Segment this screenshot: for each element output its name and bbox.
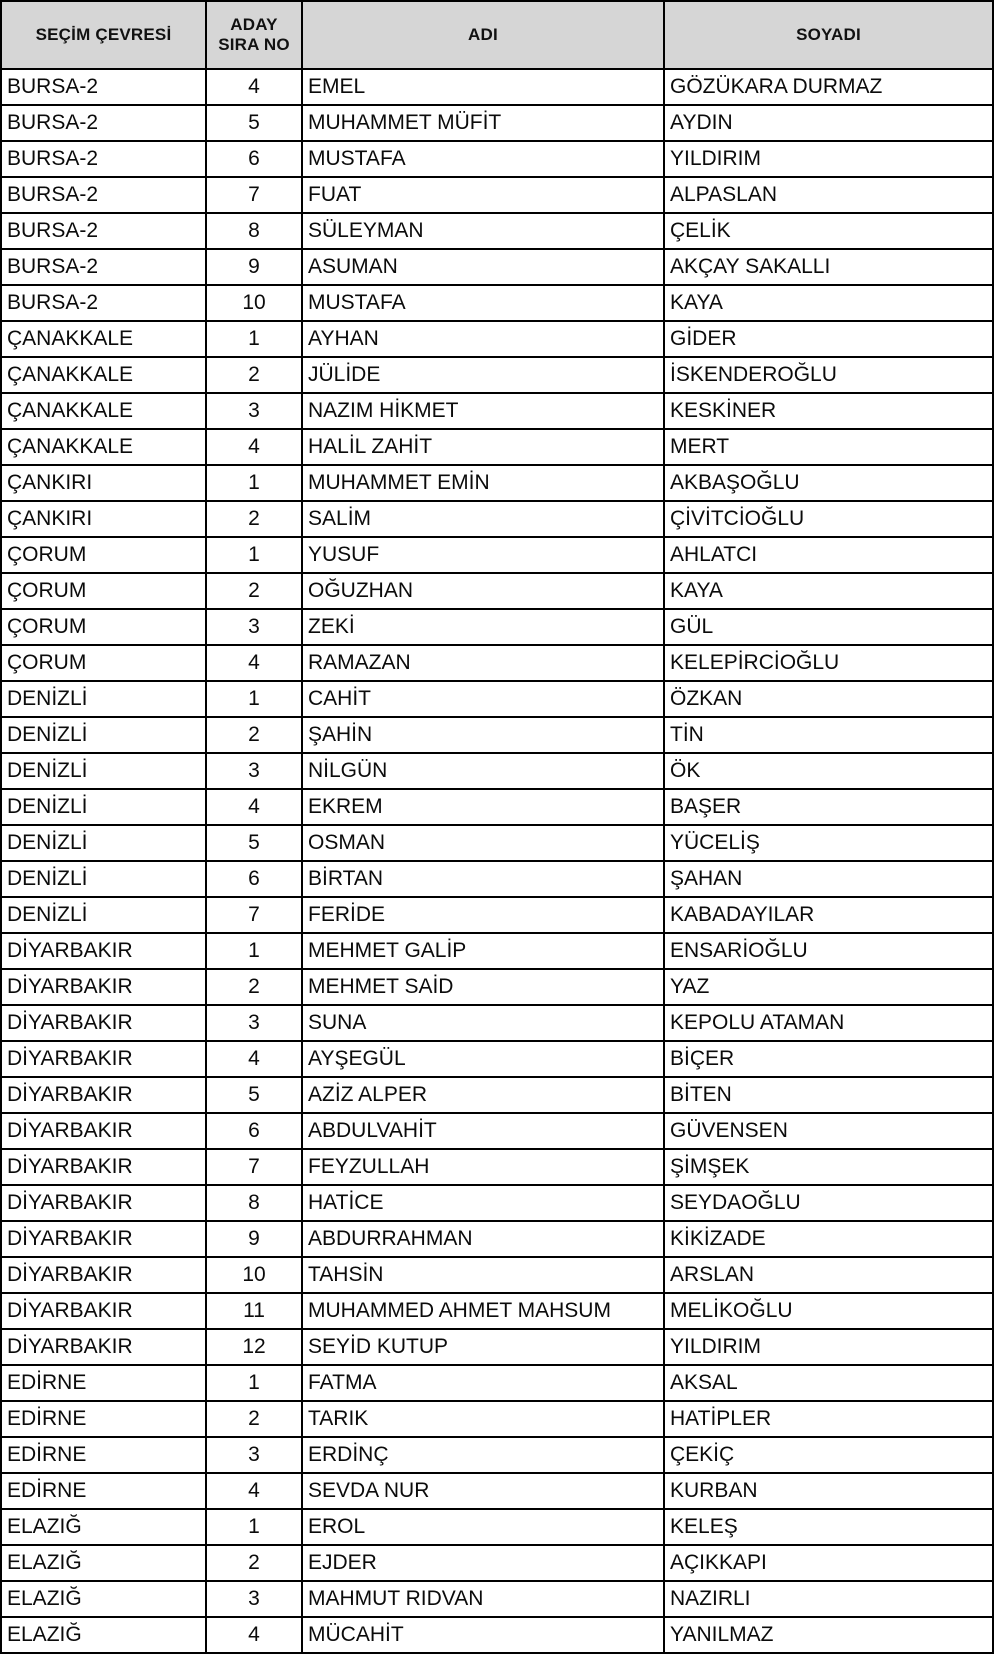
table-row <box>1 357 993 393</box>
cell-first-name: YUSUF <box>302 537 664 573</box>
table-row <box>1 753 993 789</box>
cell-order-number: 4 <box>206 1041 302 1077</box>
cell-order-number: 2 <box>206 1545 302 1581</box>
table-row <box>1 321 993 357</box>
cell-last-name: KAYA <box>664 573 993 609</box>
cell-order-number: 4 <box>206 1617 302 1653</box>
cell-order-number: 7 <box>206 897 302 933</box>
cell-order-number: 1 <box>206 681 302 717</box>
cell-order-number: 9 <box>206 249 302 285</box>
cell-first-name: ERDİNÇ <box>302 1437 664 1473</box>
cell-first-name: MUHAMMED AHMET MAHSUM <box>302 1293 664 1329</box>
cell-district: ÇORUM <box>1 645 206 681</box>
column-header-district <box>1 1 206 69</box>
cell-order-number: 1 <box>206 537 302 573</box>
table-row <box>1 861 993 897</box>
cell-last-name: ÖZKAN <box>664 681 993 717</box>
cell-last-name: ÇİVİTCİOĞLU <box>664 501 993 537</box>
cell-last-name: YAZ <box>664 969 993 1005</box>
cell-district: DENİZLİ <box>1 717 206 753</box>
cell-district: ÇANAKKALE <box>1 393 206 429</box>
cell-order-number: 5 <box>206 1077 302 1113</box>
cell-first-name: SALİM <box>302 501 664 537</box>
cell-first-name: MAHMUT RIDVAN <box>302 1581 664 1617</box>
table-row <box>1 429 993 465</box>
cell-order-number: 8 <box>206 1185 302 1221</box>
table-body <box>1 69 993 1653</box>
cell-order-number: 2 <box>206 357 302 393</box>
cell-district: DİYARBAKIR <box>1 1185 206 1221</box>
cell-district: ÇORUM <box>1 537 206 573</box>
cell-district: BURSA-2 <box>1 285 206 321</box>
cell-district: BURSA-2 <box>1 69 206 105</box>
cell-order-number: 7 <box>206 1149 302 1185</box>
table-row <box>1 1149 993 1185</box>
cell-order-number: 1 <box>206 465 302 501</box>
cell-order-number: 1 <box>206 321 302 357</box>
cell-first-name: MÜCAHİT <box>302 1617 664 1653</box>
cell-district: EDİRNE <box>1 1473 206 1509</box>
cell-district: DENİZLİ <box>1 789 206 825</box>
table-row <box>1 573 993 609</box>
column-header-order-label-line2: SIRA NO <box>218 35 290 54</box>
cell-order-number: 2 <box>206 501 302 537</box>
cell-first-name: ABDURRAHMAN <box>302 1221 664 1257</box>
cell-district: EDİRNE <box>1 1365 206 1401</box>
cell-order-number: 4 <box>206 429 302 465</box>
cell-first-name: OĞUZHAN <box>302 573 664 609</box>
cell-order-number: 1 <box>206 1509 302 1545</box>
cell-district: ELAZIĞ <box>1 1545 206 1581</box>
cell-last-name: ARSLAN <box>664 1257 993 1293</box>
cell-last-name: AYDIN <box>664 105 993 141</box>
cell-last-name: KELEŞ <box>664 1509 993 1545</box>
cell-first-name: SUNA <box>302 1005 664 1041</box>
cell-district: BURSA-2 <box>1 105 206 141</box>
cell-order-number: 6 <box>206 1113 302 1149</box>
cell-district: DENİZLİ <box>1 753 206 789</box>
cell-first-name: AZİZ ALPER <box>302 1077 664 1113</box>
cell-last-name: GÖZÜKARA DURMAZ <box>664 69 993 105</box>
table-row <box>1 177 993 213</box>
cell-district: DİYARBAKIR <box>1 1329 206 1365</box>
column-header-district-label: SEÇİM ÇEVRESİ <box>35 24 172 44</box>
table-row <box>1 285 993 321</box>
cell-district: EDİRNE <box>1 1437 206 1473</box>
cell-district: DİYARBAKIR <box>1 1113 206 1149</box>
cell-district: ÇANKIRI <box>1 501 206 537</box>
table-row <box>1 1473 993 1509</box>
table-row <box>1 609 993 645</box>
cell-first-name: AYŞEGÜL <box>302 1041 664 1077</box>
cell-district: ÇANAKKALE <box>1 429 206 465</box>
cell-district: DİYARBAKIR <box>1 1149 206 1185</box>
cell-last-name: ALPASLAN <box>664 177 993 213</box>
table-header <box>1 1 993 69</box>
table-row <box>1 681 993 717</box>
cell-district: DİYARBAKIR <box>1 1077 206 1113</box>
cell-last-name: ENSARİOĞLU <box>664 933 993 969</box>
table-row <box>1 1185 993 1221</box>
table-row <box>1 1077 993 1113</box>
cell-last-name: YANILMAZ <box>664 1617 993 1653</box>
cell-last-name: AHLATCI <box>664 537 993 573</box>
table-row <box>1 393 993 429</box>
cell-first-name: HATİCE <box>302 1185 664 1221</box>
cell-order-number: 11 <box>206 1293 302 1329</box>
cell-district: ELAZIĞ <box>1 1509 206 1545</box>
cell-district: ELAZIĞ <box>1 1617 206 1653</box>
column-header-order <box>206 1 302 69</box>
cell-order-number: 4 <box>206 645 302 681</box>
cell-last-name: KELEPİRCİOĞLU <box>664 645 993 681</box>
table-row <box>1 825 993 861</box>
table-row <box>1 645 993 681</box>
table-row <box>1 105 993 141</box>
cell-district: DENİZLİ <box>1 681 206 717</box>
cell-order-number: 8 <box>206 213 302 249</box>
table-row <box>1 1113 993 1149</box>
cell-order-number: 3 <box>206 753 302 789</box>
table-row <box>1 717 993 753</box>
cell-last-name: HATİPLER <box>664 1401 993 1437</box>
table-row <box>1 1257 993 1293</box>
cell-first-name: MUHAMMET EMİN <box>302 465 664 501</box>
table-row <box>1 897 993 933</box>
cell-first-name: MUHAMMET MÜFİT <box>302 105 664 141</box>
table-row <box>1 1545 993 1581</box>
cell-last-name: BİTEN <box>664 1077 993 1113</box>
cell-order-number: 4 <box>206 69 302 105</box>
table-row <box>1 1617 993 1653</box>
cell-first-name: EKREM <box>302 789 664 825</box>
cell-district: DİYARBAKIR <box>1 969 206 1005</box>
table-row <box>1 789 993 825</box>
column-header-last-name <box>664 1 993 69</box>
cell-order-number: 10 <box>206 1257 302 1293</box>
table-row <box>1 1437 993 1473</box>
cell-order-number: 6 <box>206 141 302 177</box>
table-row <box>1 501 993 537</box>
column-header-first-name-label: ADI <box>468 24 498 44</box>
table-row <box>1 249 993 285</box>
table-header-row <box>1 1 993 69</box>
cell-first-name: MUSTAFA <box>302 141 664 177</box>
cell-first-name: CAHİT <box>302 681 664 717</box>
column-header-first-name <box>302 1 664 69</box>
cell-first-name: SEVDA NUR <box>302 1473 664 1509</box>
cell-last-name: ÇEKİÇ <box>664 1437 993 1473</box>
cell-order-number: 5 <box>206 825 302 861</box>
cell-district: DİYARBAKIR <box>1 933 206 969</box>
cell-district: DENİZLİ <box>1 861 206 897</box>
cell-last-name: AÇIKKAPI <box>664 1545 993 1581</box>
cell-first-name: ASUMAN <box>302 249 664 285</box>
cell-last-name: MELİKOĞLU <box>664 1293 993 1329</box>
cell-district: BURSA-2 <box>1 141 206 177</box>
cell-district: EDİRNE <box>1 1401 206 1437</box>
cell-district: DİYARBAKIR <box>1 1221 206 1257</box>
cell-district: DENİZLİ <box>1 825 206 861</box>
cell-first-name: FATMA <box>302 1365 664 1401</box>
cell-district: ÇANAKKALE <box>1 321 206 357</box>
cell-first-name: OSMAN <box>302 825 664 861</box>
cell-first-name: NAZIM HİKMET <box>302 393 664 429</box>
cell-first-name: JÜLİDE <box>302 357 664 393</box>
cell-last-name: AKÇAY SAKALLI <box>664 249 993 285</box>
cell-first-name: RAMAZAN <box>302 645 664 681</box>
table-row <box>1 1293 993 1329</box>
cell-order-number: 2 <box>206 573 302 609</box>
cell-order-number: 3 <box>206 393 302 429</box>
cell-last-name: AKSAL <box>664 1365 993 1401</box>
cell-order-number: 3 <box>206 1581 302 1617</box>
cell-last-name: İSKENDEROĞLU <box>664 357 993 393</box>
cell-district: BURSA-2 <box>1 249 206 285</box>
cell-order-number: 10 <box>206 285 302 321</box>
cell-first-name: SÜLEYMAN <box>302 213 664 249</box>
table-row <box>1 1005 993 1041</box>
cell-last-name: ÖK <box>664 753 993 789</box>
cell-first-name: MUSTAFA <box>302 285 664 321</box>
cell-first-name: SEYİD KUTUP <box>302 1329 664 1365</box>
cell-order-number: 2 <box>206 717 302 753</box>
cell-district: ÇANAKKALE <box>1 357 206 393</box>
cell-last-name: KEPOLU ATAMAN <box>664 1005 993 1041</box>
cell-first-name: TARIK <box>302 1401 664 1437</box>
cell-first-name: EROL <box>302 1509 664 1545</box>
cell-order-number: 2 <box>206 1401 302 1437</box>
cell-district: ÇANKIRI <box>1 465 206 501</box>
cell-first-name: MEHMET GALİP <box>302 933 664 969</box>
table-row <box>1 933 993 969</box>
cell-last-name: KESKİNER <box>664 393 993 429</box>
cell-last-name: MERT <box>664 429 993 465</box>
table-row <box>1 1329 993 1365</box>
cell-order-number: 9 <box>206 1221 302 1257</box>
cell-last-name: TİN <box>664 717 993 753</box>
cell-last-name: YILDIRIM <box>664 141 993 177</box>
cell-first-name: BİRTAN <box>302 861 664 897</box>
cell-order-number: 2 <box>206 969 302 1005</box>
table-row <box>1 1365 993 1401</box>
cell-first-name: NİLGÜN <box>302 753 664 789</box>
table-row <box>1 1401 993 1437</box>
table-row <box>1 141 993 177</box>
table-row <box>1 969 993 1005</box>
cell-order-number: 4 <box>206 789 302 825</box>
cell-first-name: HALİL ZAHİT <box>302 429 664 465</box>
cell-last-name: KİKİZADE <box>664 1221 993 1257</box>
cell-first-name: AYHAN <box>302 321 664 357</box>
cell-district: ÇORUM <box>1 573 206 609</box>
table-row <box>1 465 993 501</box>
cell-first-name: ŞAHİN <box>302 717 664 753</box>
cell-last-name: KABADAYILAR <box>664 897 993 933</box>
cell-last-name: AKBAŞOĞLU <box>664 465 993 501</box>
cell-order-number: 3 <box>206 1005 302 1041</box>
table-row <box>1 1221 993 1257</box>
cell-first-name: FERİDE <box>302 897 664 933</box>
cell-last-name: YÜCELİŞ <box>664 825 993 861</box>
cell-order-number: 5 <box>206 105 302 141</box>
cell-order-number: 3 <box>206 1437 302 1473</box>
cell-last-name: NAZIRLI <box>664 1581 993 1617</box>
cell-order-number: 4 <box>206 1473 302 1509</box>
cell-order-number: 6 <box>206 861 302 897</box>
cell-last-name: ŞİMŞEK <box>664 1149 993 1185</box>
cell-first-name: MEHMET SAİD <box>302 969 664 1005</box>
cell-last-name: ÇELİK <box>664 213 993 249</box>
cell-district: BURSA-2 <box>1 177 206 213</box>
cell-first-name: EMEL <box>302 69 664 105</box>
cell-district: DİYARBAKIR <box>1 1005 206 1041</box>
column-header-last-name-label: SOYADI <box>796 24 861 44</box>
cell-last-name: GİDER <box>664 321 993 357</box>
cell-district: ÇORUM <box>1 609 206 645</box>
table-row <box>1 213 993 249</box>
table-row <box>1 1041 993 1077</box>
cell-last-name: BİÇER <box>664 1041 993 1077</box>
cell-district: DİYARBAKIR <box>1 1257 206 1293</box>
cell-first-name: ABDULVAHİT <box>302 1113 664 1149</box>
cell-first-name: TAHSİN <box>302 1257 664 1293</box>
cell-district: DENİZLİ <box>1 897 206 933</box>
cell-first-name: ZEKİ <box>302 609 664 645</box>
cell-last-name: GÜL <box>664 609 993 645</box>
cell-last-name: YILDIRIM <box>664 1329 993 1365</box>
cell-last-name: BAŞER <box>664 789 993 825</box>
table-row <box>1 537 993 573</box>
cell-district: ELAZIĞ <box>1 1581 206 1617</box>
table-row <box>1 1581 993 1617</box>
cell-first-name: EJDER <box>302 1545 664 1581</box>
cell-district: BURSA-2 <box>1 213 206 249</box>
cell-last-name: ŞAHAN <box>664 861 993 897</box>
cell-order-number: 3 <box>206 609 302 645</box>
cell-district: DİYARBAKIR <box>1 1293 206 1329</box>
cell-order-number: 1 <box>206 1365 302 1401</box>
cell-order-number: 7 <box>206 177 302 213</box>
cell-order-number: 1 <box>206 933 302 969</box>
cell-first-name: FUAT <box>302 177 664 213</box>
cell-district: DİYARBAKIR <box>1 1041 206 1077</box>
cell-last-name: GÜVENSEN <box>664 1113 993 1149</box>
column-header-order-label-line1: ADAY <box>230 14 278 34</box>
cell-order-number: 12 <box>206 1329 302 1365</box>
cell-last-name: KAYA <box>664 285 993 321</box>
table-row <box>1 1509 993 1545</box>
cell-first-name: FEYZULLAH <box>302 1149 664 1185</box>
cell-last-name: SEYDAOĞLU <box>664 1185 993 1221</box>
table-row <box>1 69 993 105</box>
cell-last-name: KURBAN <box>664 1473 993 1509</box>
